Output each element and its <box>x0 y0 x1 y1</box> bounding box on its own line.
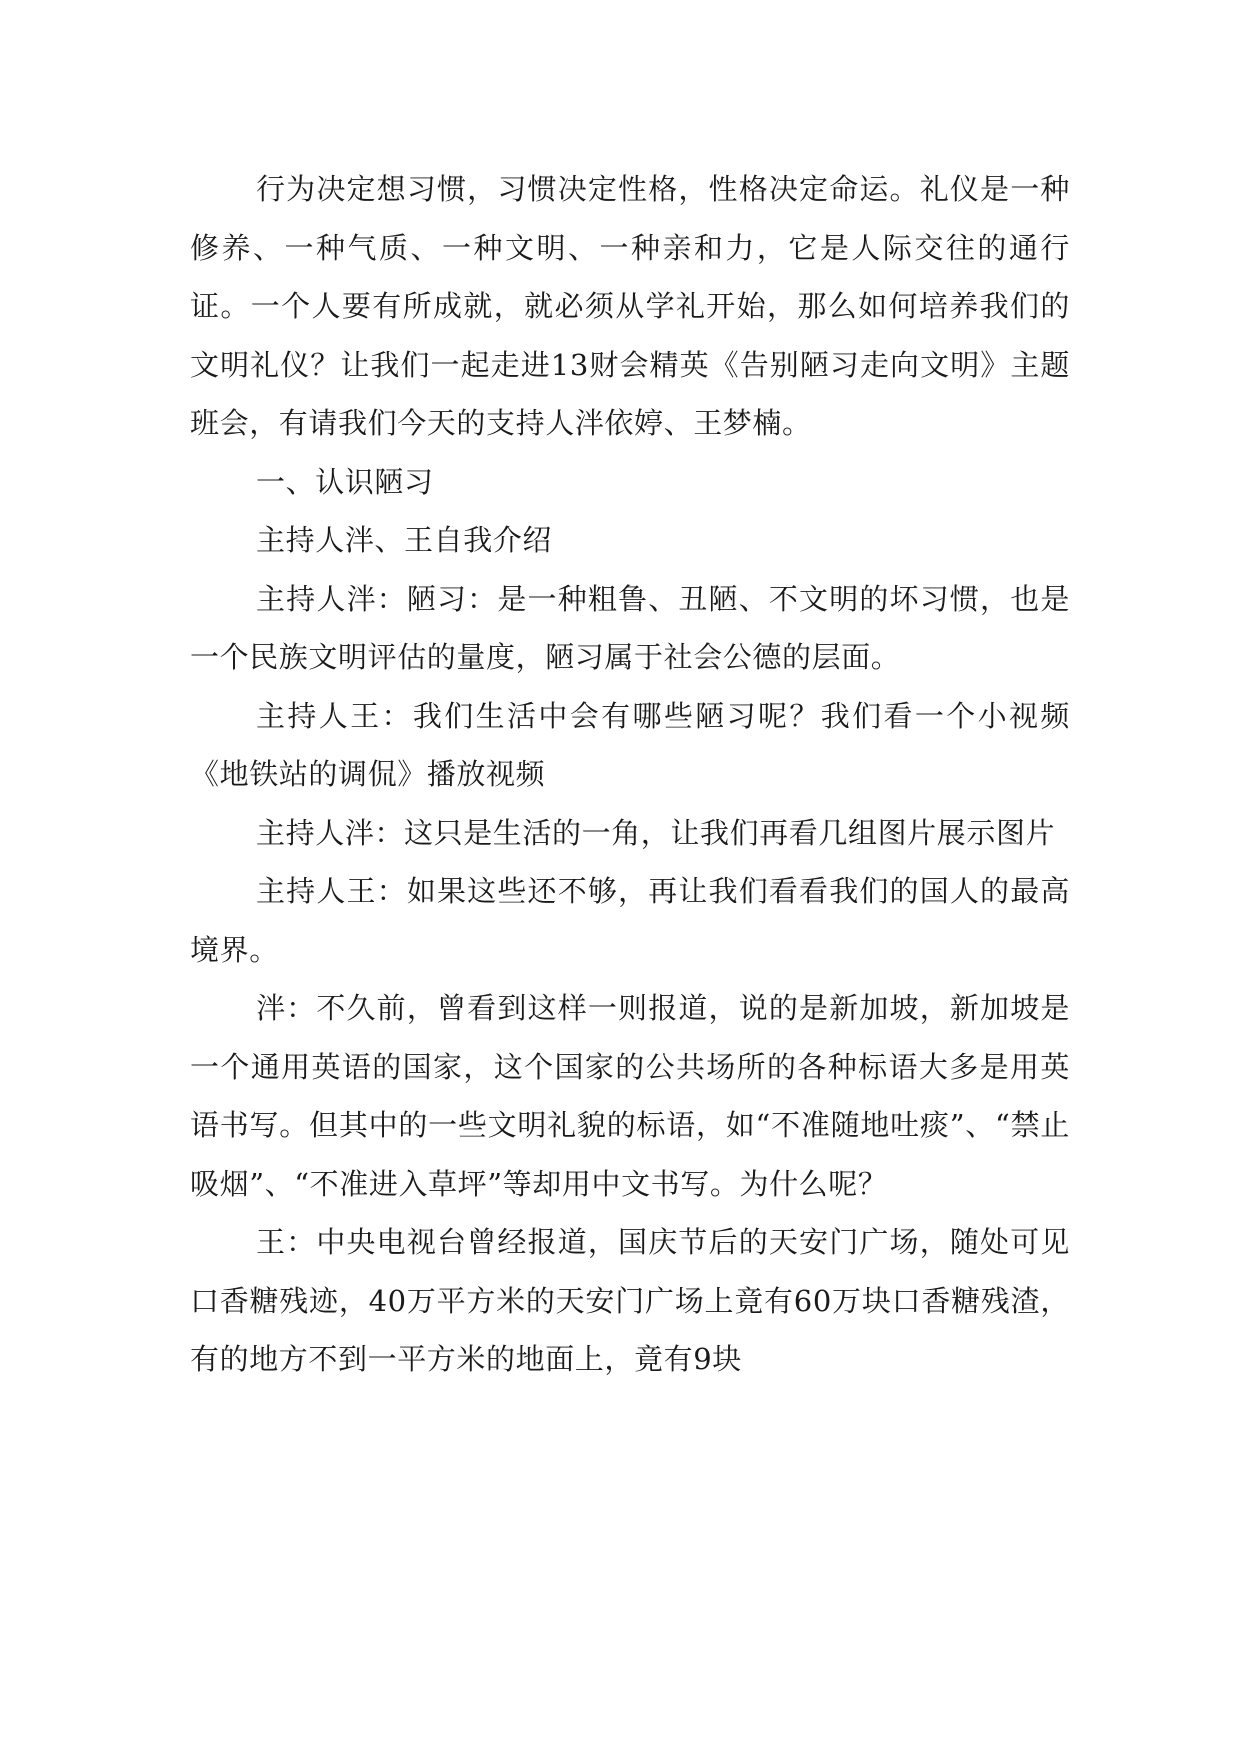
paragraph-intro: 行为决定想习惯，习惯决定性格，性格决定命运。礼仪是一种修养、一种气质、一种文明、一种亲和力，它是人际交往的通行证。一个人要有所成就，就必须从学礼开始，那么如何培养我们的文明礼仪？让我们一起走进13财会精英《告别陋习走向文明》主题班会，有请我们今天的支持人泮依婷、王梦楠。 <box>190 172 1070 440</box>
paragraph-host-intro: 主持人泮、王自我介绍 <box>256 523 553 557</box>
paragraph-wang-tiananmen: 王：中央电视台曾经报道，国庆节后的天安门广场，随处可见口香糖残迹，40万平方米的天安门广场上竟有60万块口香糖残渣，有的地方不到一平方米的地面上，竟有9块 <box>190 1225 1070 1376</box>
document-body <box>190 160 1070 1389</box>
paragraph-host-pan-2: 主持人泮：这只是生活的一角，让我们再看几组图片展示图片 <box>256 815 1056 850</box>
paragraph-host-wang-1: 主持人王：我们生活中会有哪些陋习呢？我们看一个小视频《地铁站的调侃》播放视频 <box>190 698 1070 791</box>
paragraph-host-pan-1: 主持人泮：陋习：是一种粗鲁、丑陋、不文明的坏习惯，也是一个民族文明评估的量度，陋习属于社会公德的层面。 <box>190 581 1070 674</box>
section-heading: 一、认识陋习 <box>256 464 434 499</box>
paragraph-pan-singapore: 泮：不久前，曾看到这样一则报道，说的是新加坡，新加坡是一个通用英语的国家，这个国家的公共场所的各种标语大多是用英语书写。但其中的一些文明礼貌的标语，如“不准随地吐痰”、“禁止吸烟”、“不准进入草坪”等却用中文书写。为什么呢？ <box>190 991 1070 1201</box>
paragraph-host-wang-2: 主持人王：如果这些还不够，再让我们看看我们的国人的最高境界。 <box>190 874 1070 967</box>
